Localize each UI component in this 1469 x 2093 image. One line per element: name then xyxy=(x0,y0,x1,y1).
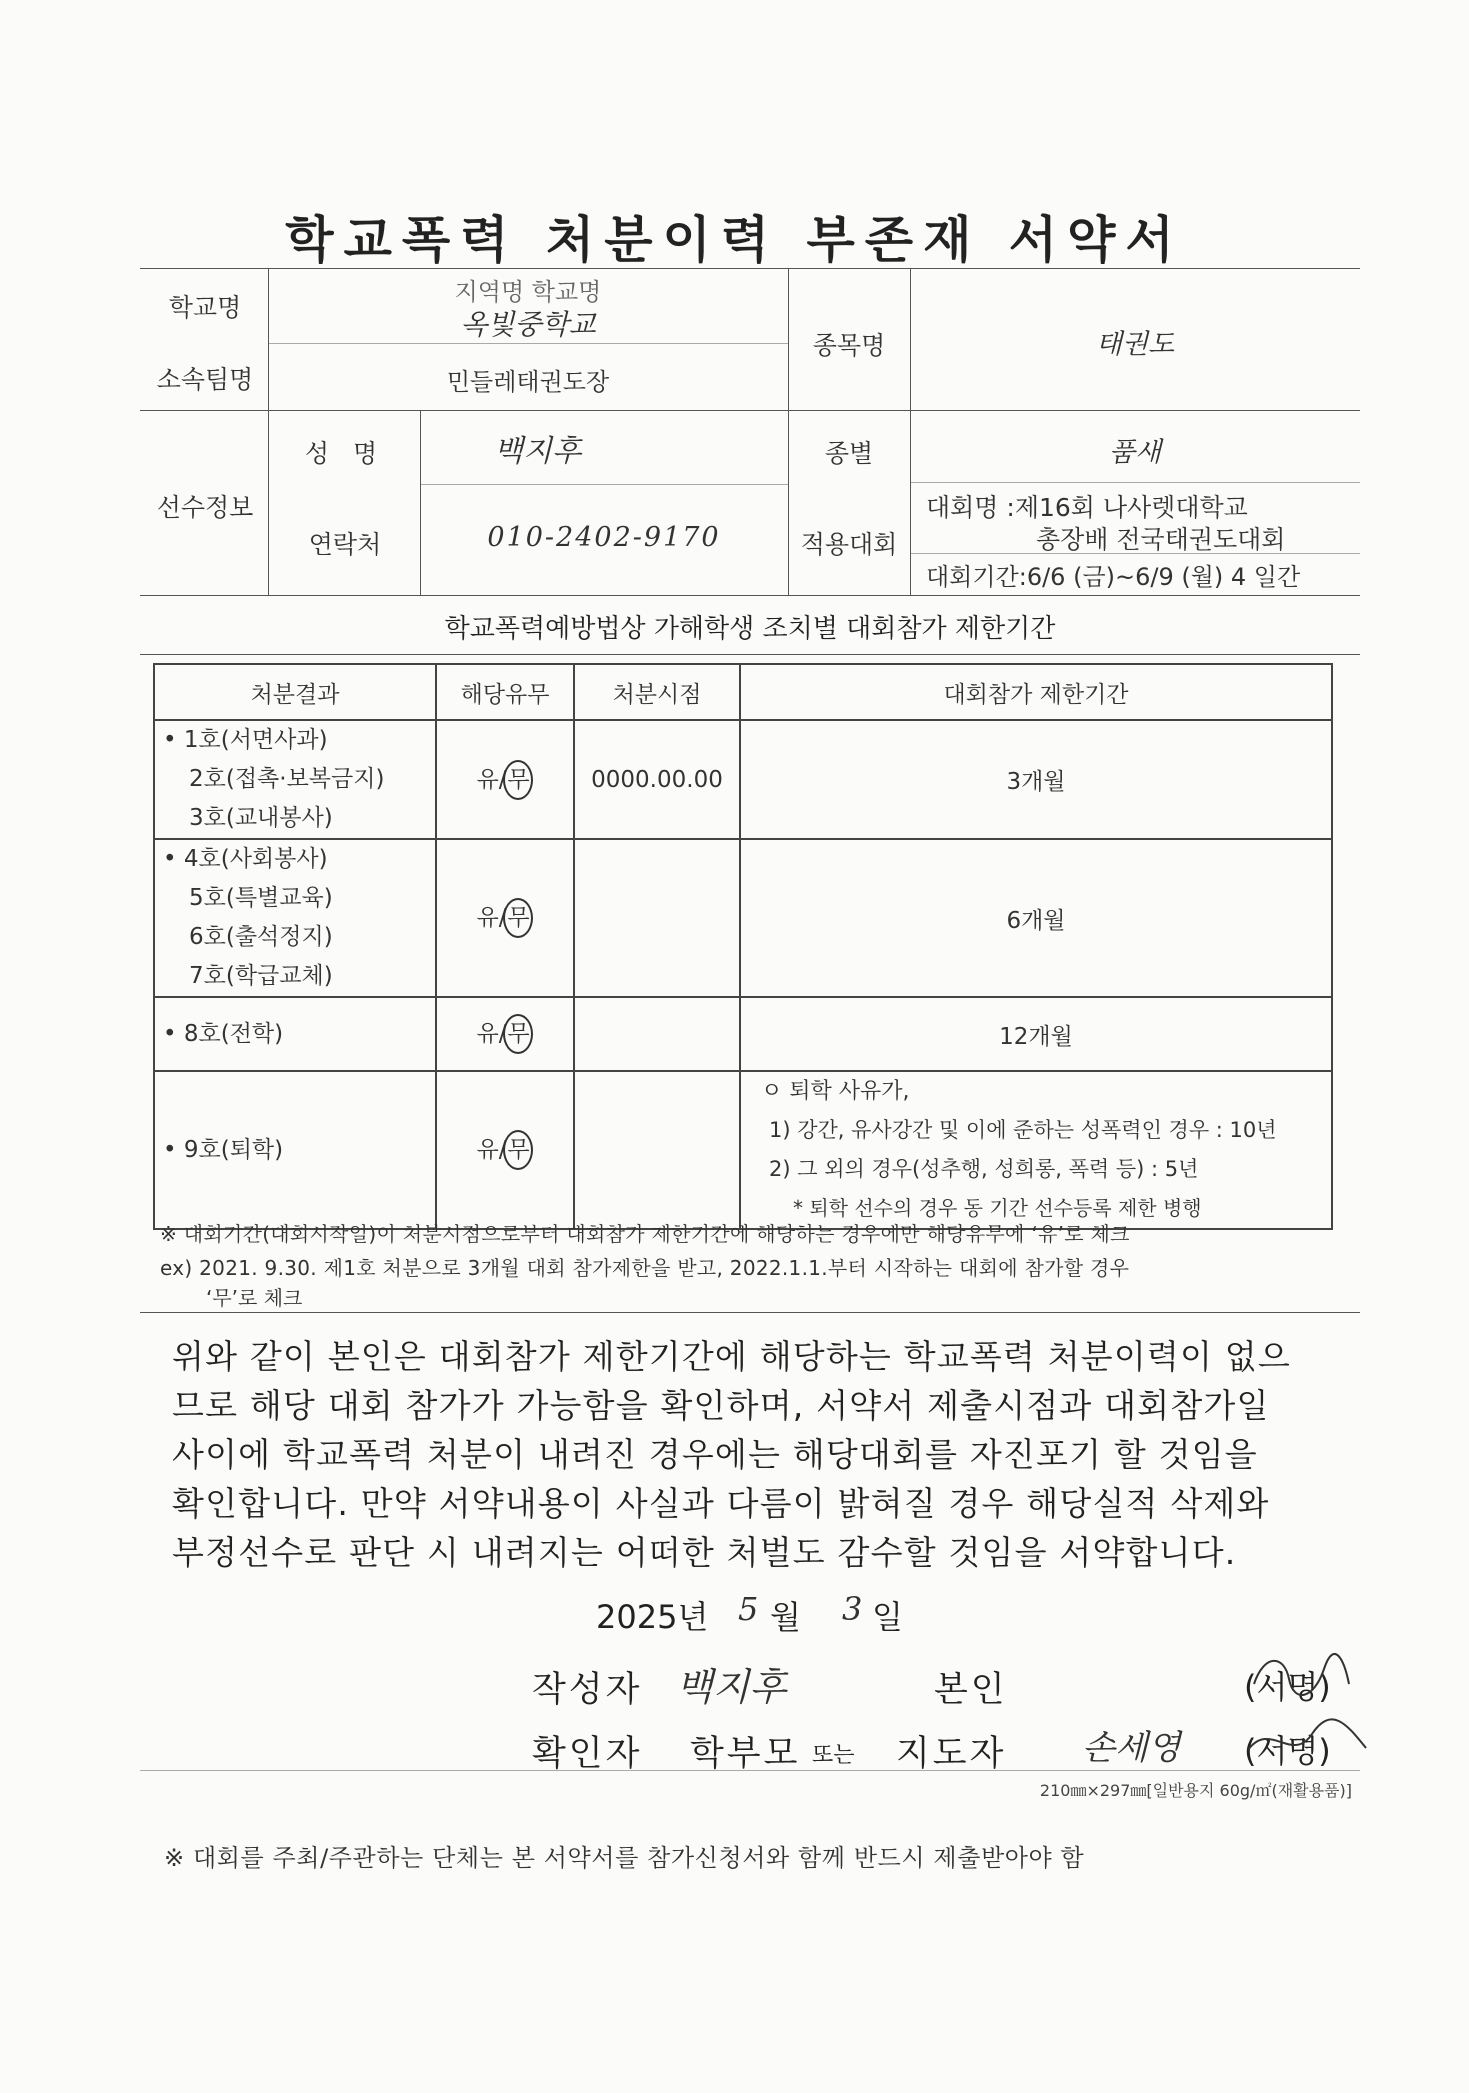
school-label: 학교명 xyxy=(168,293,242,322)
section-title-border xyxy=(140,654,1360,655)
document-title: 학교폭력 처분이력 부존재 서약서 xyxy=(285,211,1184,269)
result-cell xyxy=(154,1071,436,1229)
info-top-border xyxy=(140,268,1360,269)
info-divider xyxy=(420,410,421,595)
table-row xyxy=(154,720,1332,839)
confirmer-label: 확인자 xyxy=(532,1734,643,1774)
list-item: • 8호(전학) xyxy=(163,1020,284,1047)
list-item: 2호(접촉·보복금지) xyxy=(189,766,385,792)
no-option-circled: 무 xyxy=(503,898,533,938)
result-cell xyxy=(154,839,436,997)
table-row xyxy=(154,1071,1332,1229)
self-label: 본인 xyxy=(934,1670,1008,1710)
header-date: 처분시점 xyxy=(574,664,740,720)
limit-cell: 12개월 xyxy=(740,997,1332,1071)
yes-option: 유/ xyxy=(476,905,507,931)
result-cell xyxy=(154,997,436,1071)
date-day-unit: 일 xyxy=(872,1598,903,1636)
info-divider xyxy=(910,482,1360,483)
pledge-line: 므로 해당 대회 참가가 가능함을 확인하며, 서약서 제출시점과 대회참가일 xyxy=(172,1386,1270,1425)
limit-cell: 3개월 xyxy=(740,720,1332,839)
notes-bottom-border xyxy=(140,1312,1360,1313)
date-year: 2025년 xyxy=(596,1598,709,1636)
table-header-row xyxy=(154,664,1332,720)
note-line: ※ 대회기간(대회시작일)이 처분시점으로부터 대회참가 제한기간에 해당하는 경우에만 해당유무에 ‘유’로 체크 xyxy=(160,1222,1130,1246)
no-option-circled: 무 xyxy=(503,760,533,800)
competition-period: 대회기간:6/6 (금)~6/9 (월) 4 일간 xyxy=(926,563,1301,591)
list-item: 5호(특별교육) xyxy=(189,885,333,911)
school-value: 옥빛중학교 xyxy=(460,308,596,341)
limit-cell: 6개월 xyxy=(740,839,1332,997)
contact-label: 연락처 xyxy=(308,530,382,559)
footer-note: ※ 대회를 주최/주관하는 단체는 본 서약서를 참가신청서와 함께 반드시 제출받아야 함 xyxy=(164,1844,1085,1872)
list-item: • 9호(퇴학) xyxy=(163,1136,284,1163)
header-limit: 대회참가 제한기간 xyxy=(740,664,1332,720)
date-month: 5 xyxy=(738,1590,759,1628)
team-value: 민들레태권도장 xyxy=(446,368,610,396)
punishment-table xyxy=(153,663,1333,1230)
list-item: • 1호(서면사과) xyxy=(163,727,328,753)
info-bottom-border xyxy=(140,595,1360,596)
table-row xyxy=(154,997,1332,1071)
applicable-cell xyxy=(436,1071,574,1229)
expulsion-note: * 퇴학 선수의 경우 동 기간 선수등록 제한 병행 xyxy=(793,1196,1202,1220)
applicable-cell xyxy=(436,839,574,997)
header-applicable: 해당유무 xyxy=(436,664,574,720)
pledge-line: 확인합니다. 만약 서약내용이 사실과 다름이 밝혀질 경우 해당실적 삭제와 xyxy=(172,1484,1270,1523)
date-cell xyxy=(574,839,740,997)
competition-name-line1: 대회명 :제16회 나사렛대학교 xyxy=(926,493,1248,522)
team-label: 소속팀명 xyxy=(156,365,254,394)
info-divider xyxy=(140,410,1360,411)
date-month-unit: 월 xyxy=(770,1598,801,1636)
writer-name: 백지후 xyxy=(676,1665,787,1709)
expulsion-note: 1) 강간, 유사강간 및 이에 준하는 성폭력인 경우 : 10년 xyxy=(769,1118,1277,1142)
name-label: 성 명 xyxy=(304,439,386,468)
handwritten-signature-mark xyxy=(1240,1712,1372,1768)
result-cell xyxy=(154,720,436,839)
coach-name: 손세영 xyxy=(1082,1728,1181,1768)
signature-mark: (서명) xyxy=(1244,1732,1331,1770)
contact-value: 010-2402-9170 xyxy=(487,522,721,553)
name-value: 백지후 xyxy=(494,434,581,469)
paper-spec: 210㎜×297㎜[일반용지 60g/㎡(재활용품)] xyxy=(1039,1781,1352,1800)
date-day: 3 xyxy=(842,1590,863,1628)
event-value: 태권도 xyxy=(1095,329,1175,360)
no-option-circled: 무 xyxy=(503,1014,533,1054)
expulsion-note: 2) 그 외의 경우(성추행, 성희롱, 폭력 등) : 5년 xyxy=(769,1157,1199,1181)
list-item: 3호(교내봉사) xyxy=(189,805,333,831)
note-line: ex) 2021. 9.30. 제1호 처분으로 3개월 대회 참가제한을 받고, 2022.1.1.부터 시작하는 대회에 참가할 경우 xyxy=(160,1256,1130,1280)
info-divider xyxy=(268,343,788,344)
event-label: 종목명 xyxy=(812,331,886,360)
school-hint: 지역명 학교명 xyxy=(454,278,602,306)
signature-mark: (서명) xyxy=(1244,1668,1331,1706)
table-row xyxy=(154,839,1332,997)
category-label: 종별 xyxy=(824,439,874,468)
list-item: 7호(학급교체) xyxy=(189,963,333,989)
competition-label: 적용대회 xyxy=(800,530,898,559)
player-info-label: 선수정보 xyxy=(156,493,254,522)
yes-option: 유/ xyxy=(476,1137,507,1163)
list-item: 6호(출석정지) xyxy=(189,924,333,950)
yes-option: 유/ xyxy=(476,766,507,793)
section-title: 학교폭력예방법상 가해학생 조치별 대회참가 제한기간 xyxy=(444,614,1056,644)
coach-label: 지도자 xyxy=(896,1734,1007,1774)
paper-spec-border xyxy=(140,1770,1360,1771)
yes-option: 유/ xyxy=(476,1021,507,1047)
note-line: ‘무’로 체크 xyxy=(206,1286,303,1310)
info-divider xyxy=(420,484,788,485)
pledge-line: 위와 같이 본인은 대회참가 제한기간에 해당하는 학교폭력 처분이력이 없으 xyxy=(172,1337,1291,1376)
date-cell xyxy=(574,997,740,1071)
category-value: 품새 xyxy=(1108,437,1162,468)
expulsion-note: ㅇ 퇴학 사유가, xyxy=(761,1079,910,1104)
or-label: 또는 xyxy=(812,1743,855,1768)
writer-label: 작성자 xyxy=(532,1670,643,1710)
parent-label: 학부모 xyxy=(690,1734,801,1774)
header-result: 처분결과 xyxy=(154,664,436,720)
pledge-line: 부정선수로 판단 시 내려지는 어떠한 처벌도 감수할 것임을 서약합니다. xyxy=(172,1533,1237,1572)
no-option-circled: 무 xyxy=(503,1130,533,1170)
pledge-line: 사이에 학교폭력 처분이 내려진 경우에는 해당대회를 자진포기 할 것임을 xyxy=(172,1435,1258,1474)
date-cell: 0000.00.00 xyxy=(574,720,740,839)
handwritten-signature-mark xyxy=(1244,1644,1354,1710)
competition-name-line2: 총장배 전국태권도대회 xyxy=(1036,525,1286,554)
list-item: • 4호(사회봉사) xyxy=(163,846,328,872)
applicable-cell xyxy=(436,720,574,839)
info-divider xyxy=(788,268,789,595)
applicable-cell xyxy=(436,997,574,1071)
date-cell xyxy=(574,1071,740,1229)
limit-cell xyxy=(740,1071,1332,1229)
